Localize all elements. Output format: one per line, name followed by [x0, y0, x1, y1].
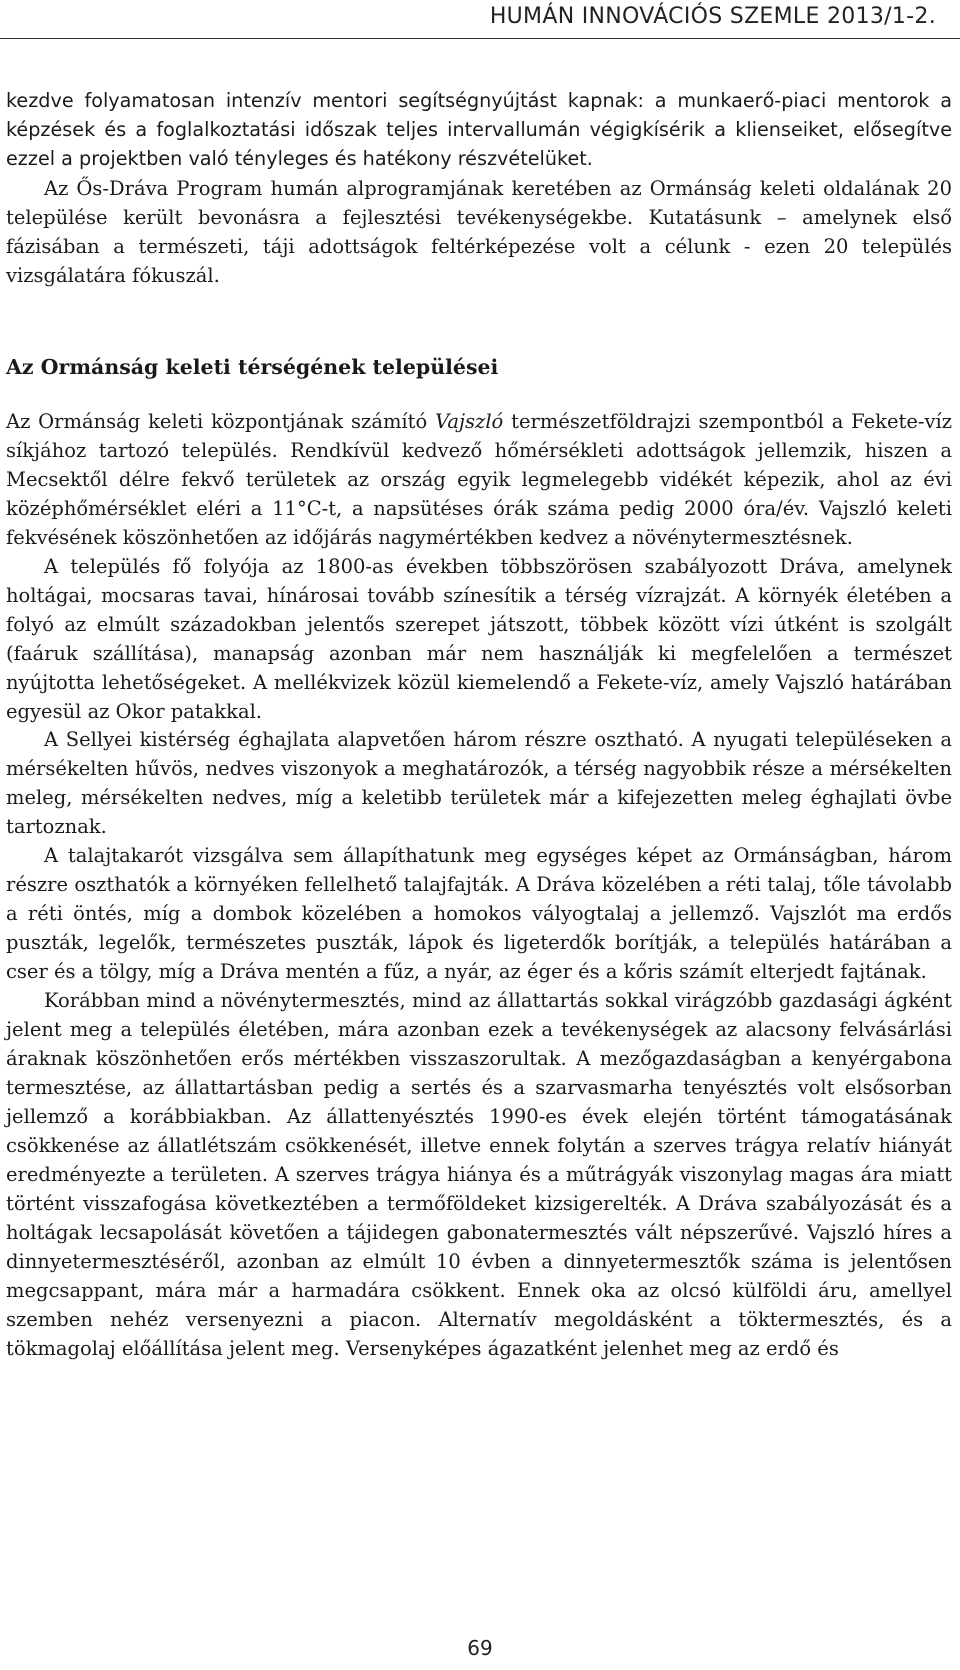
place-name-italic: Vajszló: [435, 410, 504, 433]
body-paragraph-4: A talajtakarót vizsgálva sem állapíthatunk meg egységes képet az Ormánságban, három részre oszthatók a környéken fellelhető talajfajták. A Dráva közelében a réti talaj, tőle távolabb a réti öntés, míg a dombok közelében a homokos vályogtalaj a jellemző. Vajszlót ma erdős puszták, legelők, természetes puszták, lápok és ligeterdők borítják, a település határában a cser és a tölgy, míg a Dráva mentén a fűz, a nyár, az éger és a kőris számít elterjedt fajtának.: [6, 844, 952, 984]
intro-text: [6, 86, 952, 290]
journal-title: HUMÁN INNOVÁCIÓS SZEMLE 2013/1-2.: [489, 4, 936, 29]
body-paragraph-1: [6, 408, 952, 553]
body-paragraph-1-rest: természetföldrajzi szempontból a Fekete-víz síkjához tartozó település. Rendkívül kedvező hőmérsékleti adottságok jellemzik, hiszen a Mecsektől délre fekvő területek az ország egyik legmelegebb vidékét képezik, ahol az évi középhőmérséklet eléri a 11°C-t, a napsütéses órák száma pedig 2000 óra/év. Vajszló keleti fekvésének köszönhetően az időjárás nagymértékben kedvez a növénytermesztésnek.: [6, 410, 953, 549]
body-paragraph-2: A település fő folyója az 1800-as években többszörösen szabályozott Dráva, amelynek holtágai, mocsaras tavai, hínárosai tovább színesítik a térség vízrajzát. A környék életében a folyó az elmúlt századokban jelentős szerepet játszott, többek között vízi útként is szolgált (faáruk szállítása), manapság azonban már nem használják ki megfelelően a természet nyújtotta lehetőségeket. A mellékvizek közül kiemelendő a Fekete-víz, amely Vajszló határában egyesül az Okor patakkal.: [6, 554, 952, 723]
body-paragraph-1-start: Az Ormánság keleti központjának számító: [6, 410, 436, 433]
intro-paragraph-1: kezdve folyamatosan intenzív mentori segítségnyújtást kapnak: a munkaerő-piaci mentorok a képzések és a foglalkoztatási időszak teljes intervallumán végigkísérik a klienseiket, elősegítve ezzel a projektben való tényleges és hatékony részvételüket.: [6, 89, 952, 171]
intro-paragraph-2: Az Ős-Dráva Program humán alprogramjának keretében az Ormánság keleti oldalának 20 települése került bevonásra a fejlesztési tevékenységekbe. Kutatásunk – amelynek első fázisában a természeti, táji adottságok feltérképezése volt a célunk - ezen 20 település vizsgálatára fókuszál.: [6, 176, 952, 288]
header-rule: [0, 38, 960, 39]
section-heading: Az Ormánság keleti térségének települései: [6, 355, 499, 379]
page-number: 69: [467, 1636, 493, 1660]
body-paragraph-5: Korábban mind a növénytermesztés, mind az állattartás sokkal virágzóbb gazdasági ágként jelent meg a település életében, mára azonban ezek a tevékenységek az alacsony felvásárlási áraknak köszönhetően erős mértékben visszaszorultak. A mezőgazdaságban a kenyérgabona termesztése, az állattartásban pedig a sertés és a szarvasmarha tenyésztés volt elsősorban jellemző a korábbiakban. Az állattenyésztés 1990-es évek elején történt támogatásának csökkenése az állatlétszám csökkenését, illetve ennek folytán a szerves trágya relatív hiányát eredményezte a területen. A szerves trágya hiánya és a műtrágyák viszonylag magas ára miatt történt visszafogása következtében a termőföldeket kizsigerelték. A Dráva szabályozását és a holtágak lecsapolását követően a tájidegen gabonatermesztés vált népszerűvé. Vajszló híres a dinnyetermesztéséről, azonban az elmúlt 10 évben a dinnyetermesztők száma is jelentősen megcsappant, mára már a harmadára csökkent. Ennek oka az olcsó külföldi áru, amellyel szemben nehéz versenyezni a piacon. Alternatív megoldásként a töktermesztés, és a tökmagolaj előállítása jelent meg. Versenyképes ágazatként jelenhet meg az erdő és: [6, 989, 952, 1360]
section-body: [6, 408, 952, 1363]
body-paragraph-3: A Sellyei kistérség éghajlata alapvetően három részre osztható. A nyugati településeken a mérsékelten hűvös, nedves viszonyok a meghatározók, a térség nagyobbik része a mérsékelten meleg, mérsékelten nedves, míg a keletibb területek már a kifejezetten meleg éghajlati övbe tartoznak.: [6, 728, 952, 839]
running-header: [0, 0, 960, 40]
